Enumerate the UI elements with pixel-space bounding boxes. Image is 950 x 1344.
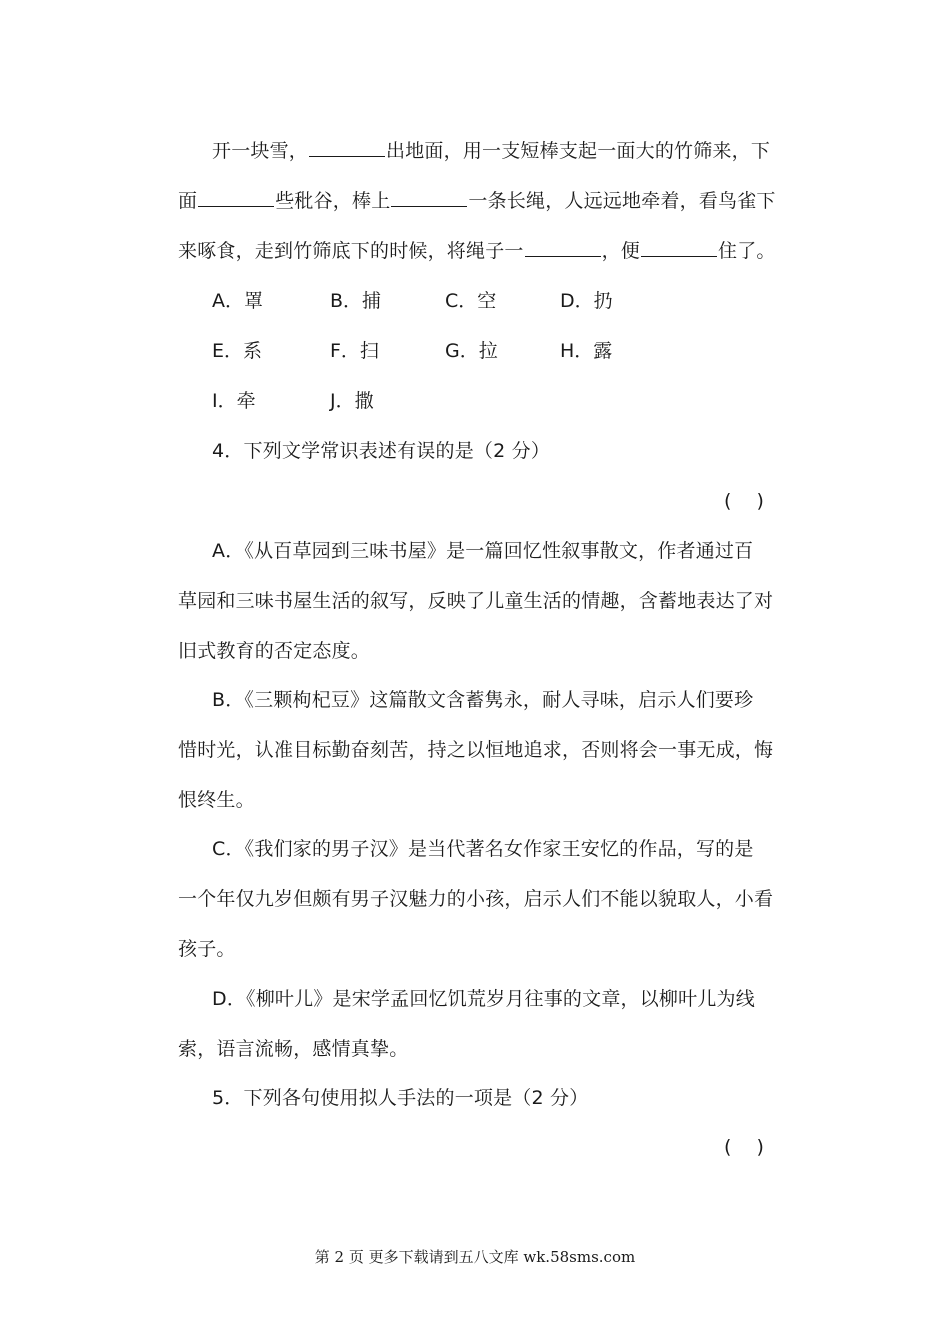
passage-line-1 — [212, 137, 812, 165]
passage-text: 些秕谷，棒上 — [275, 190, 391, 212]
q4-option-b-line-1: B．《三颗枸杞豆》这篇散文含蓄隽永，耐人寻味，启示人们要珍 — [212, 689, 754, 711]
blank-4[interactable] — [525, 238, 601, 257]
passage-text: 来啄食，走到竹筛底下的时候，将绳子一 — [178, 240, 524, 262]
q4-option-d-line-2: 索，语言流畅，感情真挚。 — [178, 1038, 409, 1060]
word-option-c: C．空 — [445, 290, 497, 312]
blank-3[interactable] — [391, 188, 467, 207]
word-option-d: D．扔 — [560, 290, 613, 312]
word-option-e: E．系 — [212, 340, 263, 362]
passage-line-3 — [178, 237, 778, 265]
passage-text: 面 — [178, 190, 198, 212]
blank-5[interactable] — [641, 238, 717, 257]
q4-option-b-line-3: 恨终生。 — [178, 789, 255, 811]
q4-option-c-line-2: 一个年仅九岁但颇有男子汉魅力的小孩，启示人们不能以貌取人，小看 — [178, 888, 774, 910]
page-footer: 第 2 页 更多下载请到五八文库 wk.58sms.com — [314, 1248, 636, 1266]
q4-option-a-line-2: 草园和三味书屋生活的叙写，反映了儿童生活的情趣，含蓄地表达了对 — [178, 590, 774, 612]
passage-text: 一条长绳，人远远地牵着，看鸟雀下 — [468, 190, 776, 212]
blank-1[interactable] — [309, 138, 385, 157]
word-option-b: B．捕 — [330, 290, 382, 312]
passage-text: 出地面，用一支短棒支起一面大的竹筛来，下 — [386, 140, 771, 162]
passage-line-2 — [178, 187, 778, 215]
q4-option-a-line-1: A．《从百草园到三味书屋》是一篇回忆性叙事散文，作者通过百 — [212, 540, 754, 562]
q4-option-a-line-3: 旧式教育的否定态度。 — [178, 640, 371, 662]
question-4-stem: 4．下列文学常识表述有误的是（2 分） — [212, 440, 551, 462]
word-option-a: A．罩 — [212, 290, 263, 312]
question-5-stem: 5．下列各句使用拟人手法的一项是（2 分） — [212, 1087, 589, 1109]
question-4-answer-paren[interactable]: ( ) — [724, 490, 764, 512]
q4-option-c-line-1: C．《我们家的男子汉》是当代著名女作家王安忆的作品，写的是 — [212, 838, 754, 860]
q4-option-c-line-3: 孩子。 — [178, 938, 236, 960]
word-option-i: I．牵 — [212, 390, 256, 412]
blank-2[interactable] — [198, 188, 274, 207]
passage-text: 住了。 — [718, 240, 776, 262]
passage-text: ，便 — [601, 240, 641, 262]
q4-option-d-line-1: D．《柳叶儿》是宋学孟回忆饥荒岁月往事的文章，以柳叶儿为线 — [212, 988, 755, 1010]
word-option-g: G．拉 — [445, 340, 498, 362]
word-option-h: H．露 — [560, 340, 613, 362]
passage-text: 开一块雪， — [212, 140, 309, 162]
word-option-j: J．撒 — [330, 390, 374, 412]
word-option-f: F．扫 — [330, 340, 379, 362]
q4-option-b-line-2: 惜时光，认准目标勤奋刻苦，持之以恒地追求，否则将会一事无成，悔 — [178, 739, 774, 761]
question-5-answer-paren[interactable]: ( ) — [724, 1136, 764, 1158]
